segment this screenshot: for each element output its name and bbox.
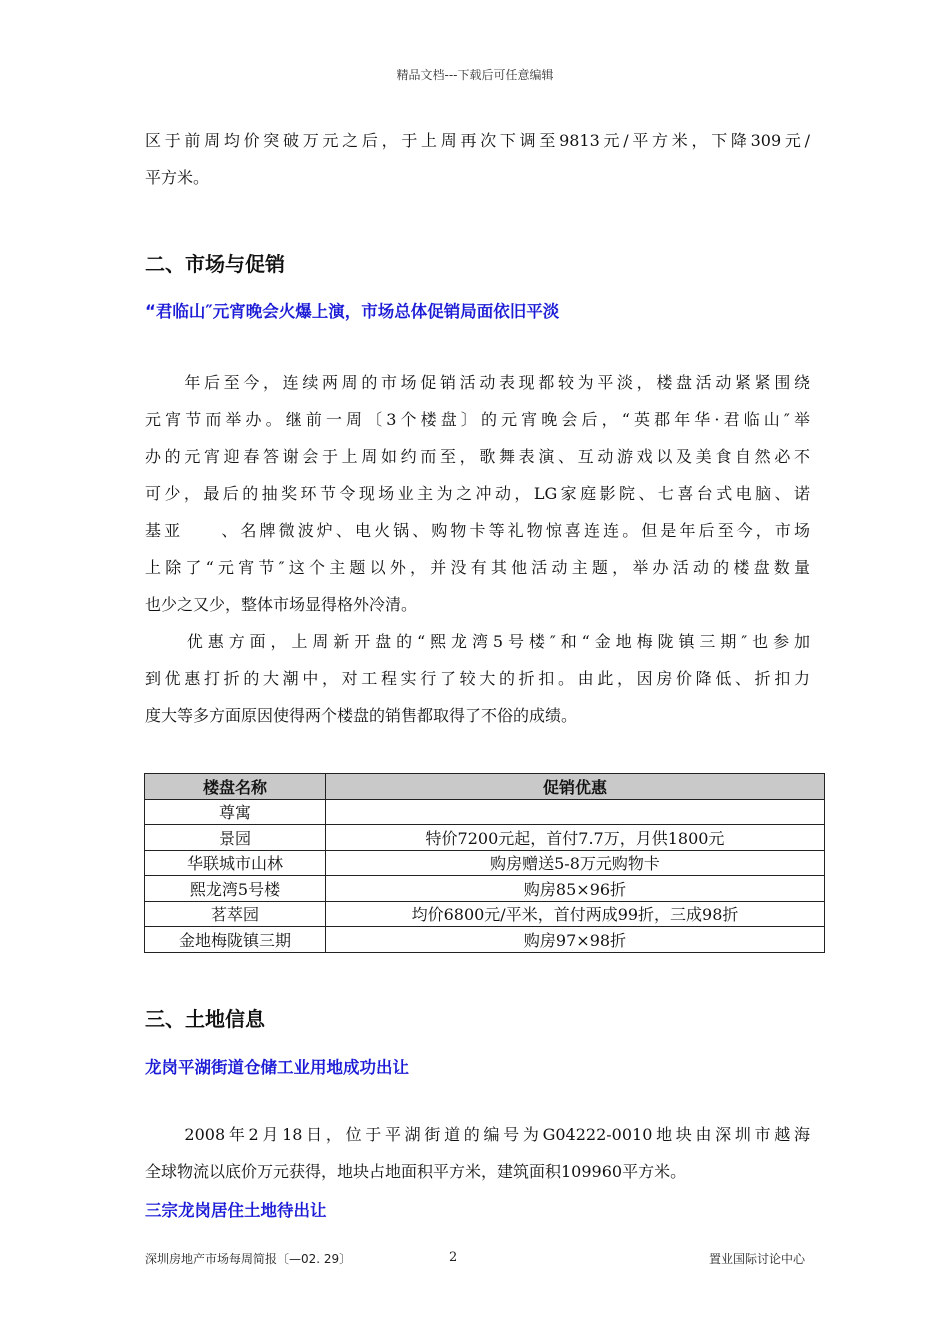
- project-name-cell: 景园: [145, 825, 326, 851]
- table-row: [145, 825, 825, 851]
- page-number: 2: [449, 1250, 458, 1265]
- market-line-5: 基亚 、名牌微波炉、电火锅、购物卡等礼物惊喜连连。但是年后至今，市场: [145, 521, 810, 540]
- land-paragraph: [145, 1116, 810, 1190]
- land-line-1: 2008年2月18日，位于平湖街道的编号为G04222-0010地块由深圳市越海: [145, 1125, 810, 1144]
- table-row: [145, 876, 825, 902]
- discount-line-2: 到优惠打折的大潮中，对工程实行了较大的折扣。由此，因房价降低、折扣力: [145, 669, 810, 688]
- page-header: 精品文档---下载后可任意编辑: [396, 68, 554, 82]
- footer-left: 深圳房地产市场每周简报〔—02. 29〕: [145, 1252, 352, 1266]
- column-header-promotion: 促销优惠: [326, 774, 825, 800]
- project-name-cell: 尊寓: [145, 799, 326, 825]
- promotion-cell: 购房97×98折: [326, 927, 825, 953]
- market-line-6: 上除了“元宵节″这个主题以外，并没有其他活动主题，举办活动的楼盘数量: [145, 558, 810, 577]
- section-3-subtitle-1: 龙岗平湖街道仓储工业用地成功出让: [145, 1058, 409, 1077]
- section-2-title: 二、市场与促销: [145, 252, 285, 276]
- promotion-cell: [326, 799, 825, 825]
- footer-right: 置业国际讨论中心: [708, 1252, 805, 1266]
- promotion-cell: 均价6800元/平米，首付两成99折，三成98折: [326, 901, 825, 927]
- market-paragraph: [145, 364, 810, 623]
- project-name-cell: 茗萃园: [145, 901, 326, 927]
- column-header-project: 楼盘名称: [145, 774, 326, 800]
- land-line-2: 全球物流以底价万元获得，地块占地面积平方米，建筑面积109960平方米。: [145, 1162, 687, 1181]
- market-line-1: 年后至今，连续两周的市场促销活动表现都较为平淡，楼盘活动紧紧围绕: [145, 373, 810, 392]
- table-header-row: [145, 774, 825, 800]
- section-2-subtitle: “君临山″元宵晚会火爆上演，市场总体促销局面依旧平淡: [145, 302, 560, 321]
- discount-line-3: 度大等多方面原因使得两个楼盘的销售都取得了不俗的成绩。: [145, 706, 578, 725]
- table-row: [145, 799, 825, 825]
- market-line-7: 也少之又少，整体市场显得格外冷清。: [145, 595, 418, 614]
- table-row: [145, 850, 825, 876]
- section-3-title: 三、土地信息: [145, 1007, 265, 1031]
- project-name-cell: 华联城市山林: [145, 850, 326, 876]
- discount-paragraph: [145, 623, 810, 734]
- market-line-2: 元宵节而举办。继前一周〔3个楼盘〕的元宵晚会后，“英郡年华·君临山″举: [145, 410, 810, 429]
- discount-line-1: 优惠方面，上周新开盘的“熙龙湾5号楼″和“金地梅陇镇三期″也参加: [145, 632, 810, 651]
- intro-paragraph: [145, 122, 810, 196]
- promotion-cell: 特价7200元起，首付7.7万，月供1800元: [326, 825, 825, 851]
- market-line-3: 办的元宵迎春答谢会于上周如约而至，歌舞表演、互动游戏以及美食自然必不: [145, 447, 810, 466]
- promotion-cell: 购房85×96折: [326, 876, 825, 902]
- promotion-cell: 购房赠送5-8万元购物卡: [326, 850, 825, 876]
- project-name-cell: 金地梅陇镇三期: [145, 927, 326, 953]
- market-line-4: 可少，最后的抽奖环节令现场业主为之冲动，LG家庭影院、七喜台式电脑、诺: [145, 484, 810, 503]
- table-row: [145, 927, 825, 953]
- intro-line-2: 平方米。: [145, 168, 210, 187]
- table-row: [145, 901, 825, 927]
- promotion-table: [144, 773, 825, 953]
- project-name-cell: 熙龙湾5号楼: [145, 876, 326, 902]
- intro-line-1: 区于前周均价突破万元之后，于上周再次下调至9813元/平方米，下降309元/: [145, 131, 810, 150]
- section-3-subtitle-2: 三宗龙岗居住土地待出让: [145, 1201, 327, 1220]
